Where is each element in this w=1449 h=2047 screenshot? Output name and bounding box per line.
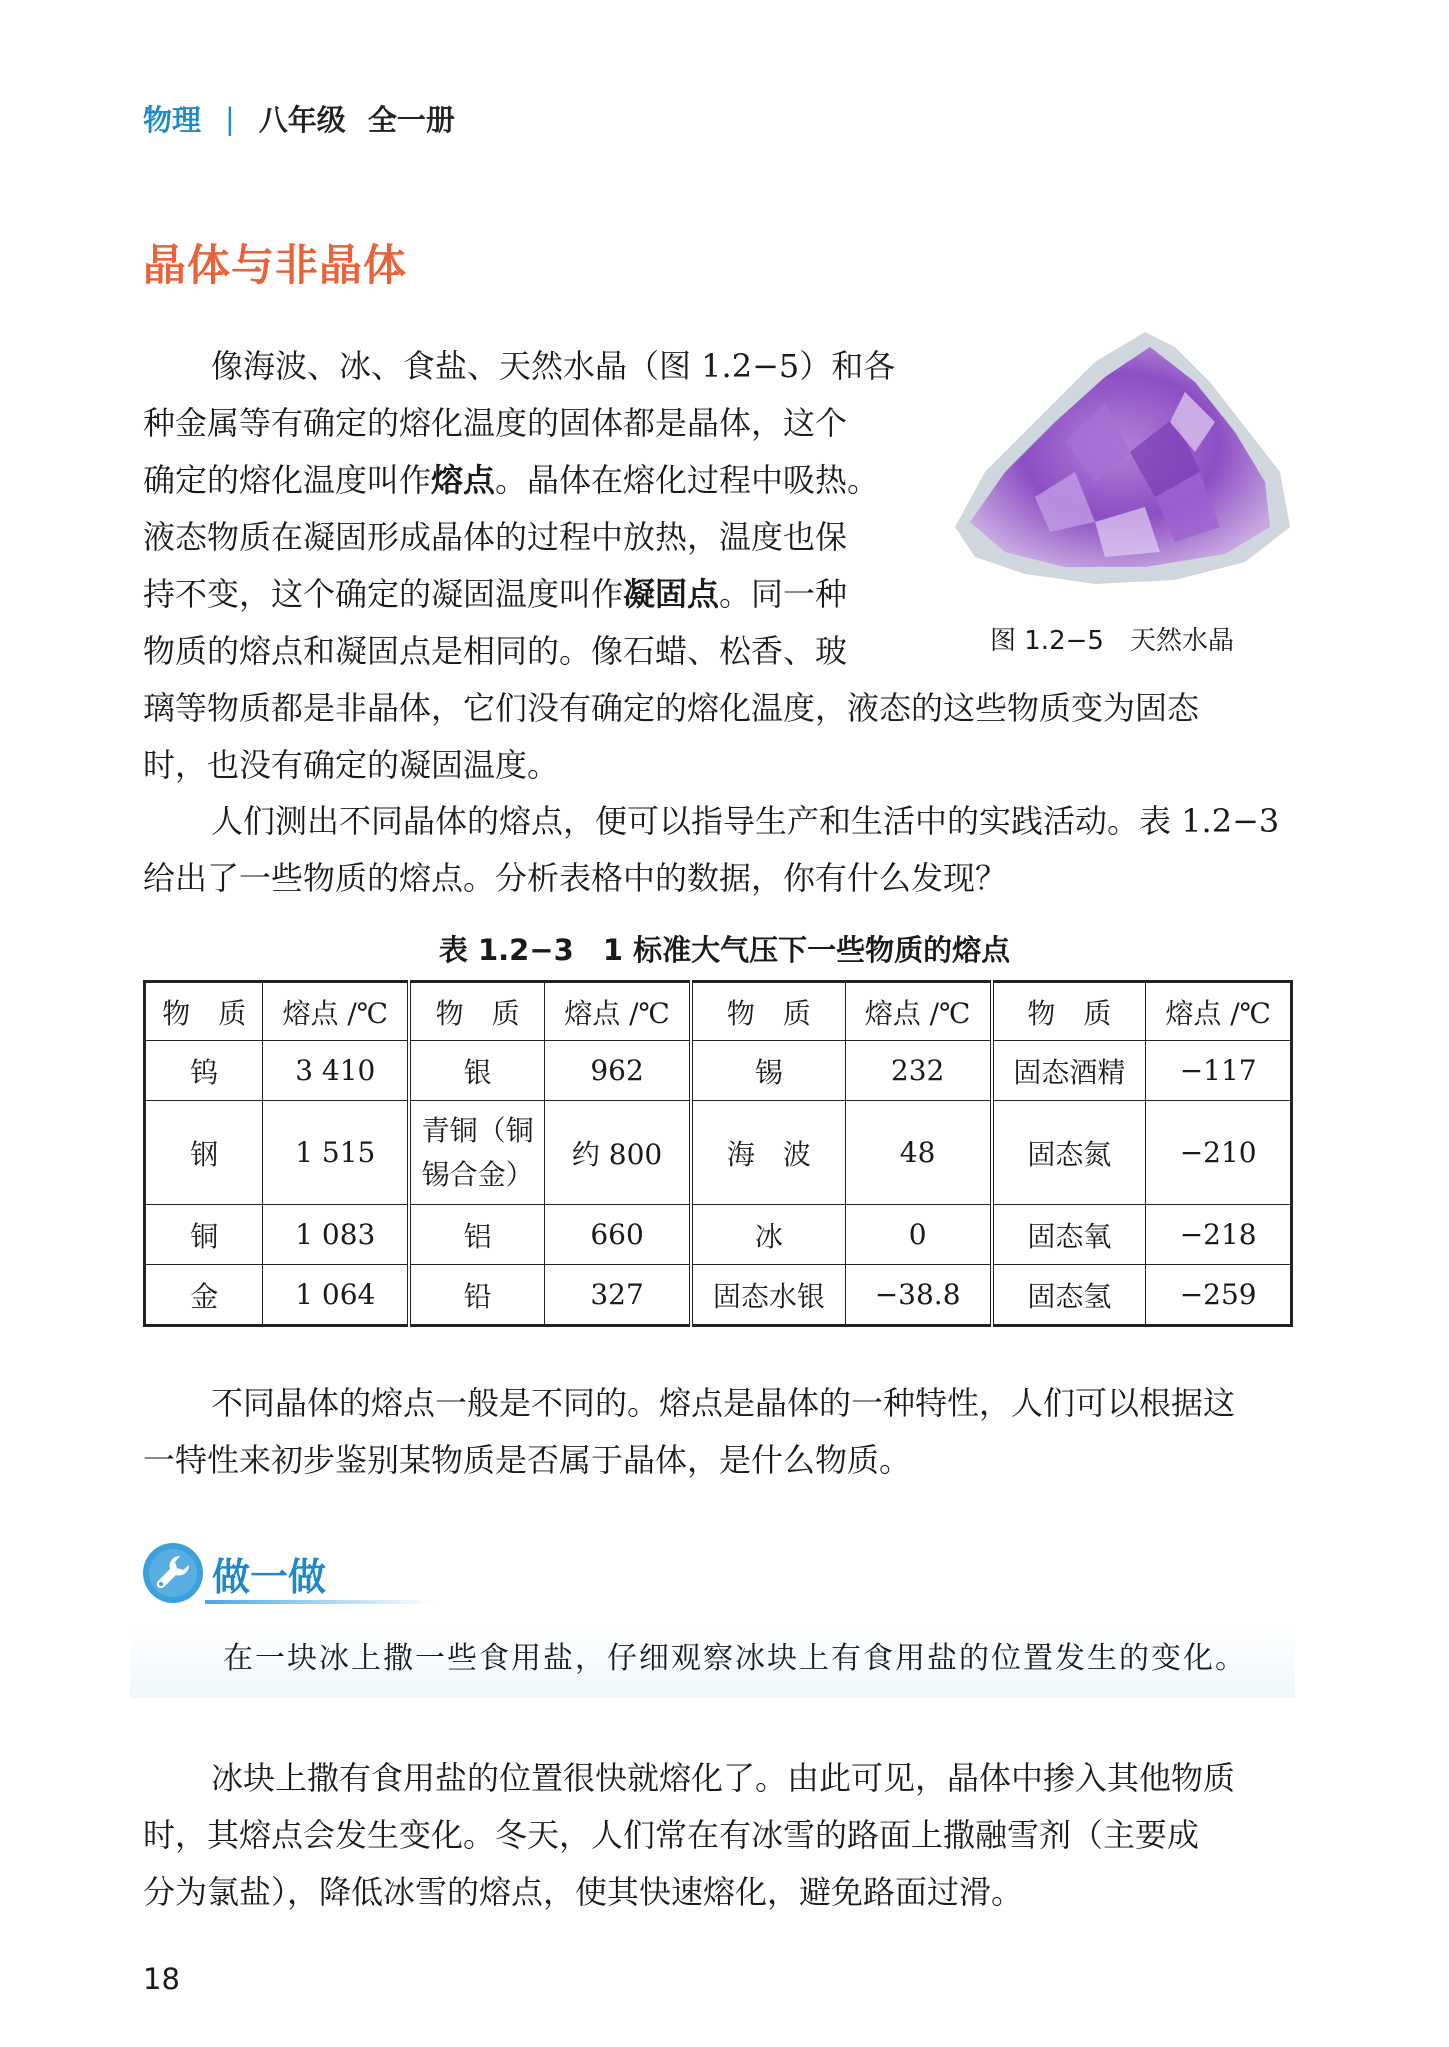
header-cell-melting: 熔点 /℃ [1146, 982, 1292, 1041]
header-cell-substance: 物 质 [145, 982, 263, 1041]
paragraph-1-line: 物质的熔点和凝固点是相同的。像石蜡、松香、玻 [143, 632, 848, 670]
paragraph-1-line: 时，也没有确定的凝固温度。 [143, 746, 560, 784]
paragraph-2-line: 人们测出不同晶体的熔点，便可以指导生产和生活中的实践活动。表 1.2−3 [211, 802, 1280, 840]
table-cell: −259 [1146, 1265, 1292, 1326]
table-cell: −218 [1146, 1205, 1292, 1265]
header-subject: 物理 [143, 103, 202, 137]
term-freezing-point: 凝固点 [623, 575, 720, 613]
header-cell-substance: 物 质 [691, 982, 845, 1041]
paragraph-1-wrapped [143, 338, 913, 680]
header-cell-substance: 物 质 [409, 982, 545, 1041]
paragraph-1-line: 确定的熔化温度叫作熔点。晶体在熔化过程中吸热。 [143, 461, 880, 499]
table-cell: 约 800 [545, 1101, 691, 1205]
table-cell: 铜 [145, 1205, 263, 1265]
table-cell: 3 410 [263, 1041, 409, 1101]
running-header [143, 98, 455, 139]
table-cell: 铝 [409, 1205, 545, 1265]
table-cell: 金 [145, 1265, 263, 1326]
header-cell-melting: 熔点 /℃ [845, 982, 991, 1041]
table-cell: 银 [409, 1041, 545, 1101]
table-cell: 660 [545, 1205, 691, 1265]
header-cell-substance: 物 质 [992, 982, 1146, 1041]
activity-label: 做一做 [212, 1554, 327, 1599]
page-number: 18 [143, 1962, 180, 1996]
table-cell: −117 [1146, 1041, 1292, 1101]
paragraph-1-line: 像海波、冰、食盐、天然水晶（图 1.2−5）和各 [211, 347, 896, 385]
table-cell: 1 083 [263, 1205, 409, 1265]
table-cell: −38.8 [845, 1265, 991, 1326]
table-cell: 海 波 [691, 1101, 845, 1205]
paragraph-1-line: 持不变，这个确定的凝固温度叫作凝固点。同一种 [143, 575, 848, 613]
paragraph-1-line: 种金属等有确定的熔化温度的固体都是晶体，这个 [143, 404, 848, 442]
table-row [145, 1205, 1292, 1265]
section-title: 晶体与非晶体 [143, 241, 407, 291]
table-cell: 48 [845, 1101, 991, 1205]
wrench-icon [140, 1540, 206, 1606]
paragraph-1-line: 液态物质在凝固形成晶体的过程中放热，温度也保 [143, 518, 848, 556]
header-separator: | [225, 101, 235, 136]
table-cell: 铅 [409, 1265, 545, 1326]
header-grade: 八年级 [258, 103, 346, 137]
activity-text: 在一块冰上撒一些食用盐，仔细观察冰块上有食用盐的位置发生的变化。 [223, 1641, 1247, 1676]
figure-caption: 图 1.2−5 天然水晶 [990, 626, 1234, 656]
table-cell: 固态水银 [691, 1265, 845, 1326]
table-row [145, 1265, 1292, 1326]
paragraph-1-line: 璃等物质都是非晶体，它们没有确定的熔化温度，液态的这些物质变为固态 [143, 689, 1200, 727]
paragraph-2-line: 给出了一些物质的熔点。分析表格中的数据，你有什么发现？ [143, 859, 1008, 897]
header-cell-melting: 熔点 /℃ [263, 982, 409, 1041]
table-cell: 1 064 [263, 1265, 409, 1326]
term-melting-point: 熔点 [431, 461, 496, 499]
table-cell: 0 [845, 1205, 991, 1265]
table-cell: −210 [1146, 1101, 1292, 1205]
table-cell: 1 515 [263, 1101, 409, 1205]
paragraph-3-line: 不同晶体的熔点一般是不同的。熔点是晶体的一种特性，人们可以根据这 [211, 1384, 1236, 1422]
melting-point-table [143, 980, 1293, 1327]
activity-heading [140, 1540, 326, 1606]
paragraph-1-full [143, 680, 1293, 794]
table-header-row [145, 982, 1292, 1041]
amethyst-crystal-image [945, 322, 1295, 592]
paragraph-4 [143, 1750, 1293, 1921]
paragraph-3 [143, 1375, 1293, 1489]
table-row [145, 1041, 1292, 1101]
header-volume: 全一册 [367, 103, 455, 137]
paragraph-3-line: 一特性来初步鉴别某物质是否属于晶体，是什么物质。 [143, 1441, 912, 1479]
table-cell: 固态酒精 [992, 1041, 1146, 1101]
paragraph-4-line: 分为氯盐），降低冰雪的熔点，使其快速熔化，避免路面过滑。 [143, 1873, 1024, 1911]
paragraph-4-line: 冰块上撒有食用盐的位置很快就熔化了。由此可见，晶体中掺入其他物质 [211, 1759, 1236, 1797]
table-cell: 青铜（铜锡合金） [409, 1101, 545, 1205]
table-cell: 962 [545, 1041, 691, 1101]
table-caption: 表 1.2−3 1 标准大气压下一些物质的熔点 [438, 933, 1011, 967]
header-cell-melting: 熔点 /℃ [545, 982, 691, 1041]
table-cell: 232 [845, 1041, 991, 1101]
paragraph-2 [143, 793, 1293, 907]
table-cell: 固态氧 [992, 1205, 1146, 1265]
paragraph-4-line: 时，其熔点会发生变化。冬天，人们常在有冰雪的路面上撒融雪剂（主要成 [143, 1816, 1200, 1854]
table-cell: 钢 [145, 1101, 263, 1205]
table-cell: 冰 [691, 1205, 845, 1265]
table-row [145, 1101, 1292, 1205]
table-cell: 钨 [145, 1041, 263, 1101]
table-cell: 固态氮 [992, 1101, 1146, 1205]
table-cell: 固态氢 [992, 1265, 1146, 1326]
table-cell: 327 [545, 1265, 691, 1326]
table-cell: 锡 [691, 1041, 845, 1101]
